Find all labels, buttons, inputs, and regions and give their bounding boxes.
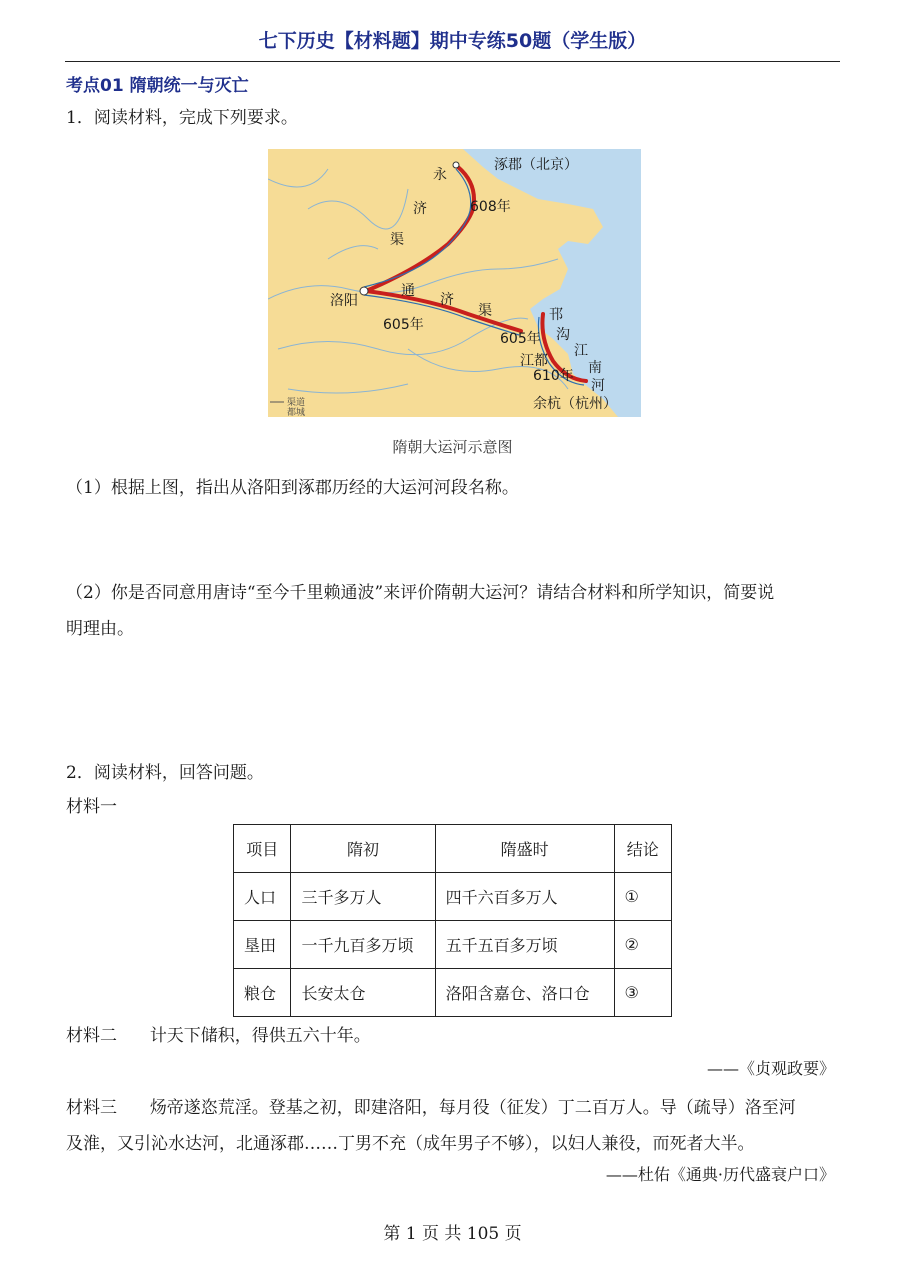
table-cell: 洛阳含嘉仓、洛口仓 — [435, 969, 614, 1017]
table-header-cell: 隋初 — [291, 825, 435, 873]
material-3-line-1: 炀帝遂恣荒淫。登基之初，即建洛阳，每月役（征发）丁二百万人。导（疏导）洛至河 — [149, 1098, 796, 1118]
table-cell: 四千六百多万人 — [435, 873, 614, 921]
document-header-title: 七下历史【材料题】期中专练50题（学生版） — [258, 30, 647, 52]
map-legend-capital: 都城 — [287, 408, 306, 417]
table-cell: ③ — [614, 969, 671, 1017]
header-divider — [65, 61, 840, 62]
table-header-cell: 结论 — [614, 825, 671, 873]
map-label-year-605-b: 605年 — [500, 331, 541, 347]
map-label-qu: 渠 — [390, 232, 404, 248]
page-footer: 第 1 页 共 105 页 — [383, 1224, 522, 1244]
table-row — [234, 969, 672, 1017]
map-label-yong: 永 — [433, 167, 447, 183]
material-2-text: 计天下储积，得供五六十年。 — [149, 1026, 371, 1046]
material-2-row — [66, 1018, 842, 1054]
map-label-han: 邗 — [549, 307, 563, 323]
map-label-year-610: 610年 — [533, 368, 574, 384]
map-label-luoyang: 洛阳 — [330, 293, 358, 309]
luoyang-city-marker — [360, 287, 368, 295]
map-caption: 隋朝大运河示意图 — [392, 438, 513, 456]
map-label-jiangdu: 江都 — [520, 353, 548, 369]
table-cell: 人口 — [234, 873, 291, 921]
material-2-label: 材料二 — [66, 1026, 117, 1046]
question-1-sub-2-line-2: 明理由。 — [66, 619, 134, 639]
material-1-label: 材料一 — [66, 797, 117, 817]
map-label-ji: 济 — [413, 201, 427, 217]
map-label-zhuojun: 涿郡（北京） — [494, 157, 578, 173]
zhuojun-city-marker — [453, 162, 459, 168]
material-3-line-2: 及淮，又引沁水达河，北通涿郡……丁男不充（成年男子不够），以妇人兼役，而死者大半。 — [66, 1134, 755, 1154]
question-1-intro: 1．阅读材料，完成下列要求。 — [66, 108, 298, 128]
table-cell: 长安太仓 — [291, 969, 435, 1017]
section-title: 考点01 隋朝统一与灭亡 — [66, 76, 249, 96]
map-label-yuhang: 余杭（杭州） — [533, 396, 617, 412]
map-label-year-608: 608年 — [470, 199, 511, 215]
table-cell: 粮仓 — [234, 969, 291, 1017]
question-2-intro: 2．阅读材料，回答问题。 — [66, 763, 264, 783]
question-1-sub-2-line-1: （2）你是否同意用唐诗“至今千里赖通波”来评价隋朝大运河？请结合材料和所学知识，简要说 — [66, 583, 775, 603]
map-label-qu-2: 渠 — [478, 303, 492, 319]
map-legend-canal: 渠道 — [287, 398, 306, 408]
table-cell: 一千九百多万顷 — [291, 921, 435, 969]
table-cell: 五千五百多万顷 — [435, 921, 614, 969]
table-header-cell: 隋盛时 — [435, 825, 614, 873]
table-cell: ② — [614, 921, 671, 969]
map-label-nan: 南 — [588, 360, 602, 376]
grand-canal-map — [268, 149, 641, 417]
material-3-label: 材料三 — [66, 1098, 117, 1118]
map-label-tong: 通 — [401, 283, 415, 299]
table-cell: 垦田 — [234, 921, 291, 969]
table-cell: 三千多万人 — [291, 873, 435, 921]
material-3-row — [66, 1090, 842, 1126]
map-label-gou: 沟 — [556, 327, 570, 343]
material-1-table — [233, 824, 672, 1017]
table-row — [234, 921, 672, 969]
table-cell: ① — [614, 873, 671, 921]
material-3-source: ——杜佑《通典·历代盛衰户口》 — [605, 1165, 835, 1184]
map-label-year-605-a: 605年 — [383, 317, 424, 333]
map-label-he: 河 — [591, 378, 605, 394]
map-label-jiang: 江 — [574, 343, 588, 359]
material-2-source: ——《贞观政要》 — [706, 1059, 835, 1078]
map-label-ji-2: 济 — [440, 292, 454, 308]
table-header-row — [234, 825, 672, 873]
table-row — [234, 873, 672, 921]
table-header-cell: 项目 — [234, 825, 291, 873]
question-1-sub-1: （1）根据上图，指出从洛阳到涿郡历经的大运河河段名称。 — [66, 478, 519, 498]
